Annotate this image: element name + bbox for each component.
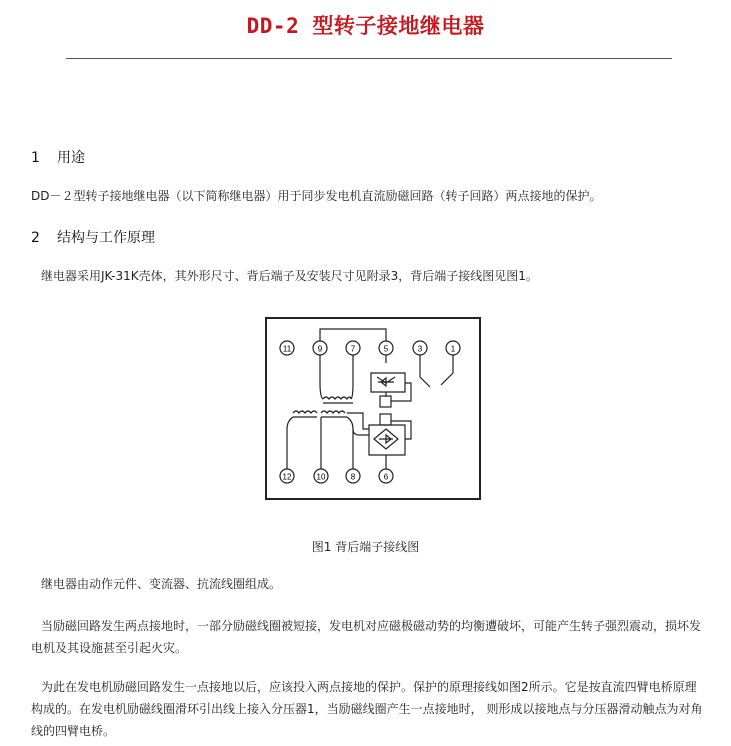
- section-title: 用途: [57, 150, 85, 166]
- figure-caption: 图1 背后端子接线图: [311, 540, 420, 554]
- terminal-label: 3: [417, 344, 423, 354]
- terminal-11: [280, 341, 294, 355]
- terminal-8: [346, 469, 360, 483]
- section-title: 结构与工作原理: [57, 230, 155, 246]
- terminal-5: [379, 341, 393, 355]
- section-heading-1: [31, 147, 85, 167]
- terminal-7: [346, 341, 360, 355]
- terminal-label: 10: [316, 472, 326, 482]
- paragraph-protection-principle: 为此在发电机励磁回路发生一点接地以后，应该投入两点接地的保护。保护的原理接线如图2所示。它是按直流四臂电桥原理构成的。在发电机励磁线圈滑环引出线上接入分压器1，当励磁线圈产生一点接地时， 则形成以接地点与分压器滑动触点为对角线的四臂电桥。: [31, 680, 703, 738]
- paragraph-housing: 继电器采用JK-31K壳体，其外形尺寸、背后端子及安装尺寸见附录3，背后端子接线图见图1。: [41, 269, 538, 283]
- terminal-label: 12: [282, 472, 292, 482]
- terminal-label: 11: [282, 344, 292, 354]
- terminal-label: 8: [350, 472, 356, 482]
- terminal-label: 5: [383, 344, 389, 354]
- document-title: DD-2 型转子接地继电器: [246, 14, 485, 38]
- terminal-label: 7: [350, 344, 356, 354]
- terminal-1: [446, 341, 460, 355]
- title-divider: [66, 58, 672, 59]
- section-heading-2: [31, 227, 155, 247]
- terminal-10: [314, 469, 328, 483]
- terminal-6: [379, 469, 393, 483]
- paragraph-two-point-fault: 当励磁回路发生两点接地时，一部分励磁线圈被短接，发电机对应磁极磁动势的均衡遭破坏，可能产生转子强烈震动，损坏发电机及其设施甚至引起火灾。: [31, 619, 702, 655]
- paragraph-composition: 继电器由动作元件、变流器、抗流线圈组成。: [41, 577, 282, 591]
- terminal-label: 6: [383, 472, 389, 482]
- paragraph-purpose: DD－２型转子接地继电器（以下简称继电器）用于同步发电机直流励磁回路（转子回路）两点接地的保护。: [31, 189, 602, 203]
- terminal-12: [280, 469, 294, 483]
- terminal-label: 1: [450, 344, 456, 354]
- wiring-diagram: [265, 317, 481, 500]
- terminal-label: 9: [317, 344, 323, 354]
- section-number: 2: [31, 230, 40, 246]
- terminal-9: [313, 341, 327, 355]
- terminal-3: [413, 341, 427, 355]
- section-number: 1: [31, 150, 40, 166]
